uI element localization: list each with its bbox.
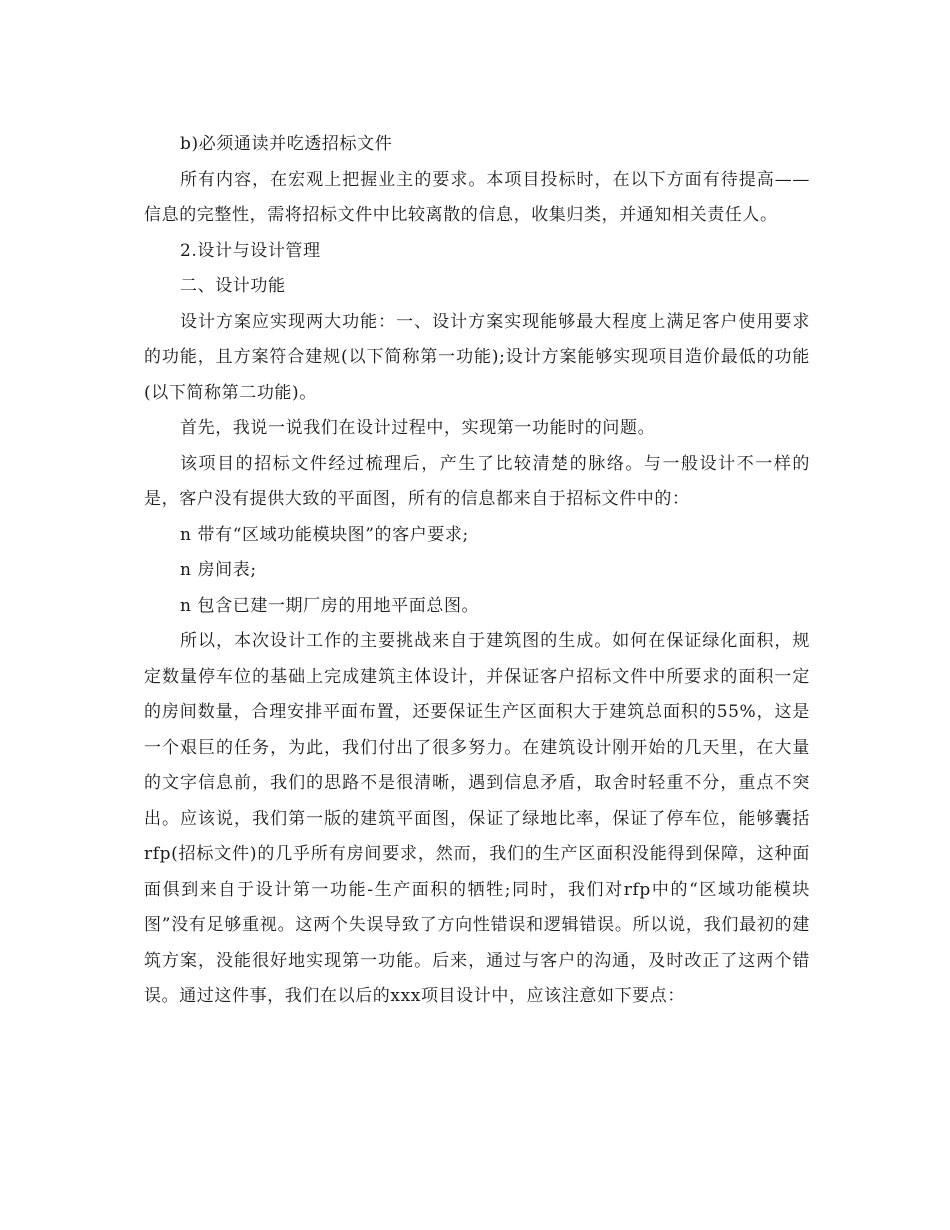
paragraph-bidding-docs-context: 该项目的招标文件经过梳理后，产生了比较清楚的脉络。与一般设计不一样的是，客户没有提供大致的平面图，所有的信息都来自于招标文件中的：: [144, 453, 810, 509]
document-body: [144, 127, 810, 1015]
list-item-site-plan: n 包含已建一期厂房的用地平面总图。: [180, 595, 480, 616]
paragraph-owner-requirements: 所有内容，在宏观上把握业主的要求。本项目投标时，在以下方面有待提高——信息的完整性，需将招标文件中比较离散的信息，收集归类，并通知相关责任人。: [144, 169, 810, 225]
paragraph-design-management-heading: 2.设计与设计管理: [180, 240, 321, 261]
list-item-zone-module-diagram: n 带有“区域功能模块图”的客户要求;: [180, 524, 469, 545]
paragraph-bidding-docs-heading: b)必须通读并吃透招标文件: [180, 134, 393, 154]
paragraph-two-functions: 设计方案应实现两大功能：一、设计方案实现能够最大程度上满足客户使用要求的功能，且方案符合建规(以下简称第一功能);设计方案能够实现项目造价最低的功能(以下简称第二功能)。: [144, 311, 810, 403]
list-item-room-schedule: n 房间表;: [180, 560, 257, 580]
paragraph-design-function-heading: 二、设计功能: [180, 276, 286, 296]
paragraph-first-function-issues: 首先，我说一说我们在设计过程中，实现第一功能时的问题。: [180, 418, 656, 438]
paragraph-design-challenge: 所以，本次设计工作的主要挑战来自于建筑图的生成。如何在保证绿化面积，规定数量停车位的基础上完成建筑主体设计，并保证客户招标文件中所要求的面积一定的房间数量，合理安排平面布置，还要保证生产区面积大于建筑总面积的55%，这是一个艰巨的任务，为此，我们付出了很多努力。在建筑设计刚开始的几天里，在大量的文字信息前，我们的思路不是很清晰，遇到信息矛盾，取舍时轻重不分，重点不突出。应该说，我们第一版的建筑平面图，保证了绿地比率，保证了停车位，能够囊括rfp(招标文件)的几乎所有房间要求，然而，我们的生产区面积没能得到保障，这种面面俱到来自于设计第一功能-生产面积的牺牲;同时，我们对rfp中的“区域功能模块图”没有足够重视。这两个失误导致了方向性错误和逻辑错误。所以说，我们最初的建筑方案，没能很好地实现第一功能。后来，通过与客户的沟通，及时改正了这两个错误。通过这件事，我们在以后的xxx项目设计中，应该注意如下要点：: [144, 631, 810, 1006]
